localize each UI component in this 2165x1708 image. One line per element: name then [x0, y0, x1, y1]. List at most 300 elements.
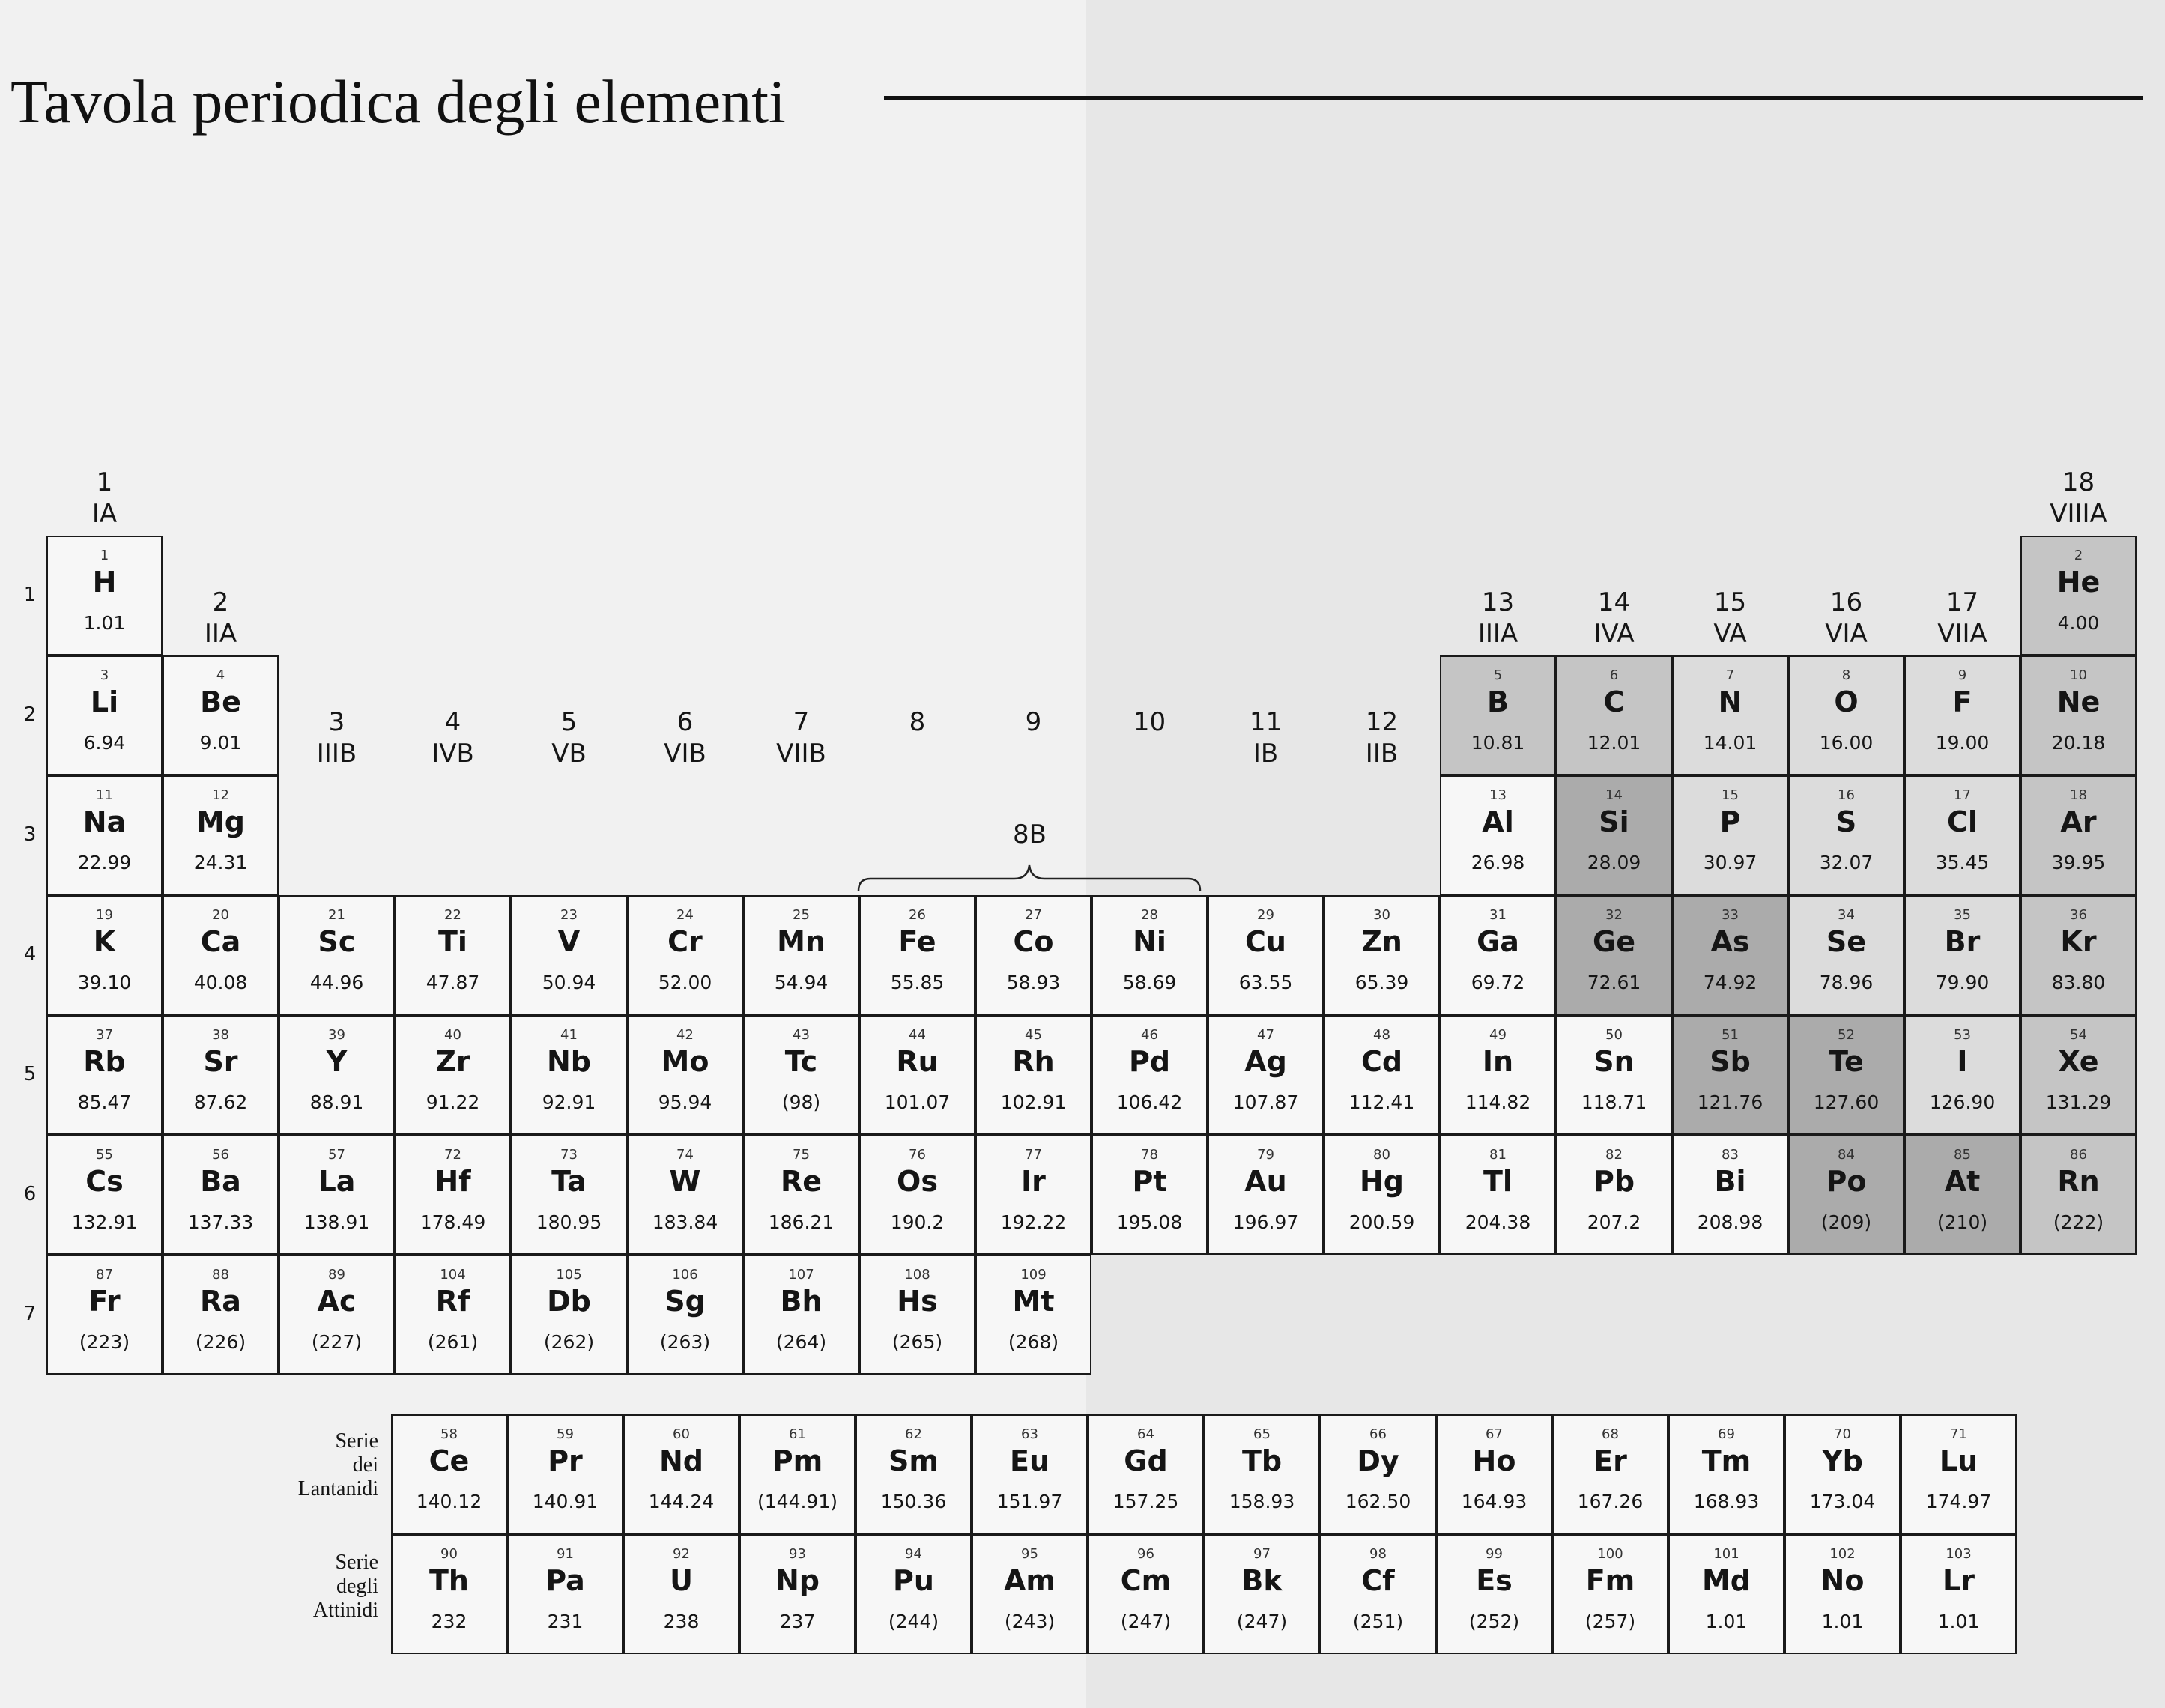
atomic-mass: 88.91	[309, 1091, 364, 1113]
element-symbol: S	[1835, 805, 1857, 838]
element-h	[46, 536, 163, 655]
atomic-mass: 54.94	[774, 972, 829, 993]
atomic-mass: 20.18	[2051, 732, 2106, 754]
element-y	[279, 1015, 395, 1135]
element-lu	[1901, 1414, 2017, 1534]
element-symbol: Yb	[1822, 1444, 1863, 1477]
atomic-mass: (251)	[1352, 1611, 1404, 1632]
element-symbol: H	[92, 566, 117, 599]
element-symbol: Cf	[1361, 1564, 1395, 1597]
element-ti	[395, 895, 511, 1015]
element-symbol: W	[669, 1165, 701, 1198]
group-roman: IVA	[1593, 619, 1635, 649]
atomic-mass: 238	[663, 1611, 700, 1632]
atomic-mass: 144.24	[648, 1491, 715, 1512]
element-symbol: Eu	[1009, 1444, 1050, 1477]
element-symbol: Te	[1829, 1045, 1864, 1078]
group-roman: VIA	[1825, 619, 1868, 649]
element-symbol: N	[1718, 685, 1742, 718]
atomic-mass: (144.91)	[757, 1491, 838, 1512]
group-number: 6	[676, 707, 694, 737]
element-symbol: B	[1487, 685, 1509, 718]
atomic-mass: 237	[779, 1611, 816, 1632]
atomic-number: 17	[1954, 787, 1971, 803]
element-xe	[2020, 1015, 2137, 1135]
atomic-mass: 39.95	[2051, 852, 2106, 873]
element-symbol: Fm	[1585, 1564, 1635, 1597]
atomic-number: 44	[909, 1027, 926, 1043]
atomic-mass: 168.93	[1693, 1491, 1760, 1512]
element-symbol: Sc	[318, 925, 356, 958]
group-header-12	[1324, 706, 1440, 769]
atomic-number: 98	[1369, 1546, 1387, 1562]
atomic-number: 109	[1020, 1267, 1047, 1282]
element-sb	[1672, 1015, 1788, 1135]
atomic-mass: 26.98	[1471, 852, 1525, 873]
atomic-number: 106	[672, 1267, 698, 1282]
element-symbol: Re	[780, 1165, 823, 1198]
atomic-number: 63	[1021, 1426, 1038, 1442]
atomic-number: 14	[1605, 787, 1623, 803]
atomic-mass: 24.31	[193, 852, 248, 873]
atomic-mass: 112.41	[1348, 1091, 1415, 1113]
atomic-mass: (257)	[1584, 1611, 1636, 1632]
atomic-number: 13	[1489, 787, 1507, 803]
element-symbol: Cr	[667, 925, 703, 958]
atomic-number: 3	[100, 667, 109, 683]
element-pu	[856, 1534, 972, 1654]
element-pd	[1091, 1015, 1208, 1135]
element-symbol: Mn	[777, 925, 826, 958]
element-ag	[1208, 1015, 1324, 1135]
element-cm	[1088, 1534, 1204, 1654]
group-roman: IVB	[432, 739, 474, 769]
atomic-number: 23	[560, 907, 578, 923]
atomic-number: 105	[556, 1267, 582, 1282]
element-symbol: Tb	[1241, 1444, 1283, 1477]
element-te	[1788, 1015, 1904, 1135]
element-ta	[511, 1135, 627, 1255]
atomic-number: 38	[212, 1027, 229, 1043]
atomic-mass: 65.39	[1354, 972, 1409, 993]
group-roman: IIIB	[316, 739, 357, 769]
atomic-mass: 69.72	[1471, 972, 1525, 993]
atomic-number: 18	[2070, 787, 2087, 803]
element-symbol: Ra	[200, 1285, 241, 1318]
atomic-number: 42	[676, 1027, 694, 1043]
atomic-number: 1	[100, 548, 109, 563]
atomic-mass: 10.81	[1471, 732, 1525, 754]
group-roman: VIIIA	[2050, 499, 2107, 529]
element-b	[1440, 655, 1556, 775]
atomic-number: 28	[1141, 907, 1158, 923]
atomic-mass: 200.59	[1348, 1211, 1415, 1233]
element-co	[975, 895, 1091, 1015]
element-tl	[1440, 1135, 1556, 1255]
group-header-13	[1440, 587, 1556, 649]
atomic-number: 75	[793, 1147, 810, 1163]
element-symbol: Na	[82, 805, 127, 838]
atomic-number: 50	[1605, 1027, 1623, 1043]
element-rh	[975, 1015, 1091, 1135]
element-symbol: Ti	[438, 925, 467, 958]
atomic-number: 69	[1718, 1426, 1735, 1442]
element-symbol: Pd	[1128, 1045, 1171, 1078]
group-number: 9	[1025, 707, 1042, 737]
atomic-mass: 14.01	[1703, 732, 1757, 754]
atomic-number: 45	[1025, 1027, 1042, 1043]
element-symbol: Np	[775, 1564, 820, 1597]
element-hg	[1324, 1135, 1440, 1255]
atomic-number: 59	[557, 1426, 574, 1442]
atomic-number: 24	[676, 907, 694, 923]
atomic-number: 102	[1829, 1546, 1856, 1562]
atomic-number: 54	[2070, 1027, 2087, 1043]
element-sc	[279, 895, 395, 1015]
atomic-number: 82	[1605, 1147, 1623, 1163]
atomic-mass: (226)	[195, 1331, 246, 1353]
atomic-number: 7	[1725, 667, 1735, 683]
atomic-mass: 55.85	[890, 972, 945, 993]
element-symbol: Y	[326, 1045, 348, 1078]
element-c	[1556, 655, 1672, 775]
element-symbol: Ca	[200, 925, 241, 958]
atomic-mass: (265)	[891, 1331, 943, 1353]
element-o	[1788, 655, 1904, 775]
element-symbol: Sm	[888, 1444, 939, 1477]
atomic-mass: (227)	[311, 1331, 363, 1353]
atomic-number: 48	[1373, 1027, 1390, 1043]
atomic-mass: 126.90	[1929, 1091, 1996, 1113]
element-symbol: Sn	[1593, 1045, 1635, 1078]
atomic-mass: 118.71	[1581, 1091, 1647, 1113]
element-symbol: Al	[1482, 805, 1514, 838]
atomic-number: 87	[96, 1267, 113, 1282]
atomic-number: 51	[1722, 1027, 1739, 1043]
group-roman: VIIB	[776, 739, 826, 769]
atomic-number: 93	[789, 1546, 806, 1562]
atomic-mass: (247)	[1120, 1611, 1172, 1632]
element-symbol: Ag	[1244, 1045, 1287, 1078]
group-header-14	[1556, 587, 1672, 649]
atomic-mass: 106.42	[1116, 1091, 1183, 1113]
group-header-15	[1672, 587, 1788, 649]
group-number: 18	[2062, 467, 2095, 497]
atomic-number: 35	[1954, 907, 1971, 923]
element-symbol: Hs	[897, 1285, 938, 1318]
element-sr	[163, 1015, 279, 1135]
atomic-number: 31	[1489, 907, 1507, 923]
atomic-mass: 79.90	[1935, 972, 1990, 993]
atomic-mass: 164.93	[1461, 1491, 1527, 1512]
atomic-number: 29	[1257, 907, 1274, 923]
atomic-mass: 132.91	[71, 1211, 138, 1233]
group-roman: IA	[91, 499, 118, 529]
element-symbol: Si	[1599, 805, 1629, 838]
element-bk	[1204, 1534, 1320, 1654]
atomic-mass: (264)	[775, 1331, 827, 1353]
element-zr	[395, 1015, 511, 1135]
atomic-mass: 85.47	[77, 1091, 132, 1113]
element-mn	[743, 895, 859, 1015]
group-header-5	[511, 706, 627, 769]
group-number: 17	[1946, 587, 1979, 617]
atomic-number: 61	[789, 1426, 806, 1442]
element-symbol: Hf	[434, 1165, 471, 1198]
period-label: 4	[23, 943, 37, 966]
atomic-number: 100	[1597, 1546, 1623, 1562]
atomic-number: 92	[673, 1546, 690, 1562]
element-es	[1436, 1534, 1552, 1654]
element-symbol: C	[1603, 685, 1625, 718]
atomic-mass: 95.94	[658, 1091, 712, 1113]
atomic-mass: 92.91	[542, 1091, 596, 1113]
element-sm	[856, 1414, 972, 1534]
element-zn	[1324, 895, 1440, 1015]
element-symbol: Tm	[1701, 1444, 1751, 1477]
element-ga	[1440, 895, 1556, 1015]
atomic-number: 21	[328, 907, 345, 923]
atomic-number: 78	[1141, 1147, 1158, 1163]
element-ge	[1556, 895, 1672, 1015]
atomic-mass: 83.80	[2051, 972, 2106, 993]
element-cl	[1904, 775, 2020, 895]
element-nd	[623, 1414, 739, 1534]
atomic-number: 80	[1373, 1147, 1390, 1163]
atomic-number: 71	[1950, 1426, 1967, 1442]
element-rn	[2020, 1135, 2137, 1255]
atomic-mass: 19.00	[1935, 732, 1990, 754]
group-roman: VB	[551, 739, 587, 769]
element-symbol: No	[1820, 1564, 1865, 1597]
atomic-number: 25	[793, 907, 810, 923]
atomic-mass: 151.97	[996, 1491, 1063, 1512]
atomic-mass: 207.2	[1587, 1211, 1641, 1233]
group-header-16	[1788, 587, 1904, 649]
element-au	[1208, 1135, 1324, 1255]
atomic-number: 89	[328, 1267, 345, 1282]
element-symbol: Ta	[551, 1165, 587, 1198]
element-symbol: Bh	[780, 1285, 823, 1318]
element-tb	[1204, 1414, 1320, 1534]
element-symbol: Nb	[546, 1045, 591, 1078]
element-symbol: He	[2056, 566, 2101, 599]
atomic-mass: 173.04	[1809, 1491, 1876, 1512]
atomic-mass: 1.01	[1821, 1611, 1864, 1632]
atomic-mass: 102.91	[1000, 1091, 1067, 1113]
element-w	[627, 1135, 743, 1255]
element-symbol: Se	[1826, 925, 1867, 958]
atomic-mass: (268)	[1008, 1331, 1059, 1353]
atomic-mass: 127.60	[1813, 1091, 1880, 1113]
element-tm	[1668, 1414, 1784, 1534]
atomic-mass: 174.97	[1925, 1491, 1992, 1512]
group-number: 13	[1481, 587, 1515, 617]
atomic-mass: 158.93	[1229, 1491, 1295, 1512]
element-symbol: Bk	[1241, 1564, 1283, 1597]
element-symbol: Db	[547, 1285, 591, 1318]
element-symbol: Ac	[317, 1285, 357, 1318]
atomic-number: 19	[96, 907, 113, 923]
group-number: 16	[1829, 587, 1863, 617]
atomic-mass: 74.92	[1703, 972, 1757, 993]
atomic-number: 57	[328, 1147, 345, 1163]
element-symbol: Pu	[893, 1564, 934, 1597]
element-symbol: U	[670, 1564, 693, 1597]
atomic-mass: 190.2	[890, 1211, 945, 1233]
group-number: 1	[96, 467, 113, 497]
element-re	[743, 1135, 859, 1255]
period-label: 6	[23, 1183, 37, 1205]
atomic-mass: 58.93	[1006, 972, 1061, 993]
element-pr	[507, 1414, 623, 1534]
atomic-number: 99	[1486, 1546, 1503, 1562]
element-symbol: Tl	[1483, 1165, 1513, 1198]
atomic-mass: (209)	[1820, 1211, 1872, 1233]
group-number: 3	[328, 707, 345, 737]
element-symbol: Zr	[435, 1045, 470, 1078]
element-symbol: Lr	[1943, 1564, 1975, 1597]
element-symbol: Hg	[1359, 1165, 1404, 1198]
element-v	[511, 895, 627, 1015]
element-hf	[395, 1135, 511, 1255]
atomic-mass: 44.96	[309, 972, 364, 993]
element-th	[391, 1534, 507, 1654]
element-cu	[1208, 895, 1324, 1015]
element-symbol: Sb	[1710, 1045, 1751, 1078]
atomic-mass: 87.62	[193, 1091, 248, 1113]
element-f	[1904, 655, 2020, 775]
atomic-mass: 131.29	[2045, 1091, 2112, 1113]
atomic-number: 60	[673, 1426, 690, 1442]
element-ar	[2020, 775, 2137, 895]
atomic-mass: 192.22	[1000, 1211, 1067, 1233]
element-be	[163, 655, 279, 775]
element-u	[623, 1534, 739, 1654]
atomic-mass: 22.99	[77, 852, 132, 873]
element-symbol: At	[1944, 1165, 1981, 1198]
element-symbol: Cd	[1360, 1045, 1403, 1078]
element-n	[1672, 655, 1788, 775]
atomic-number: 95	[1021, 1546, 1038, 1562]
atomic-number: 37	[96, 1027, 113, 1043]
atomic-mass: (252)	[1468, 1611, 1520, 1632]
group-header-18	[2020, 467, 2137, 530]
atomic-number: 20	[212, 907, 229, 923]
atomic-mass: 12.01	[1587, 732, 1641, 754]
element-symbol: As	[1710, 925, 1750, 958]
atomic-mass: 1.01	[83, 612, 126, 634]
atomic-number: 68	[1602, 1426, 1619, 1442]
period-label: 2	[23, 703, 37, 726]
element-rb	[46, 1015, 163, 1135]
period-label: 5	[23, 1063, 37, 1085]
element-al	[1440, 775, 1556, 895]
group-header-7	[743, 706, 859, 769]
element-symbol: Es	[1476, 1564, 1513, 1597]
atomic-number: 40	[444, 1027, 461, 1043]
actinides-label: Serie degli Attinidi	[312, 1551, 378, 1622]
element-symbol: Nd	[658, 1444, 703, 1477]
atomic-mass: 1.01	[1937, 1611, 1980, 1632]
element-symbol: Ho	[1472, 1444, 1516, 1477]
atomic-mass: 16.00	[1819, 732, 1874, 754]
atomic-number: 41	[560, 1027, 578, 1043]
page-title: Tavola periodica degli elementi	[10, 67, 786, 136]
element-rf	[395, 1255, 511, 1375]
atomic-number: 5	[1493, 667, 1503, 683]
element-symbol: Pr	[548, 1444, 583, 1477]
atomic-number: 2	[2074, 548, 2083, 563]
element-sg	[627, 1255, 743, 1375]
atomic-mass: 140.12	[416, 1491, 482, 1512]
element-symbol: Pm	[772, 1444, 823, 1477]
element-tc	[743, 1015, 859, 1135]
element-symbol: Sg	[664, 1285, 706, 1318]
element-symbol: Pb	[1593, 1165, 1635, 1198]
atomic-number: 97	[1253, 1546, 1271, 1562]
element-symbol: Cl	[1947, 805, 1978, 838]
atomic-mass: (210)	[1937, 1211, 1988, 1233]
element-in	[1440, 1015, 1556, 1135]
atomic-number: 62	[905, 1426, 922, 1442]
element-ir	[975, 1135, 1091, 1255]
element-symbol: Be	[200, 685, 241, 718]
atomic-number: 16	[1838, 787, 1855, 803]
atomic-number: 83	[1722, 1147, 1739, 1163]
group-number: 7	[793, 707, 810, 737]
element-symbol: O	[1834, 685, 1859, 718]
element-symbol: Fe	[898, 925, 936, 958]
atomic-number: 90	[440, 1546, 458, 1562]
group-number: 15	[1713, 587, 1747, 617]
atomic-mass: 32.07	[1819, 852, 1874, 873]
group-number: 11	[1249, 707, 1283, 737]
element-mg	[163, 775, 279, 895]
element-ca	[163, 895, 279, 1015]
element-br	[1904, 895, 2020, 1015]
atomic-mass: 47.87	[426, 972, 480, 993]
element-p	[1672, 775, 1788, 895]
element-symbol: Cu	[1245, 925, 1286, 958]
atomic-mass: 91.22	[426, 1091, 480, 1113]
atomic-number: 104	[440, 1267, 466, 1282]
atomic-mass: 196.97	[1232, 1211, 1299, 1233]
atomic-number: 103	[1946, 1546, 1972, 1562]
element-ra	[163, 1255, 279, 1375]
element-s	[1788, 775, 1904, 895]
element-symbol: Kr	[2060, 925, 2097, 958]
atomic-number: 10	[2070, 667, 2087, 683]
element-po	[1788, 1135, 1904, 1255]
atomic-number: 15	[1722, 787, 1739, 803]
element-symbol: Pt	[1132, 1165, 1167, 1198]
element-symbol: Mg	[196, 805, 245, 838]
group-header-4	[395, 706, 511, 769]
element-dy	[1320, 1414, 1436, 1534]
atomic-number: 43	[793, 1027, 810, 1043]
atomic-number: 96	[1137, 1546, 1154, 1562]
element-symbol: Lu	[1939, 1444, 1978, 1477]
group-number: 12	[1365, 707, 1399, 737]
atomic-number: 81	[1489, 1147, 1507, 1163]
group-header-3	[279, 706, 395, 769]
atomic-number: 58	[440, 1426, 458, 1442]
element-ce	[391, 1414, 507, 1534]
atomic-mass: 140.91	[532, 1491, 599, 1512]
group-number: 10	[1133, 707, 1166, 737]
atomic-mass: 167.26	[1577, 1491, 1644, 1512]
